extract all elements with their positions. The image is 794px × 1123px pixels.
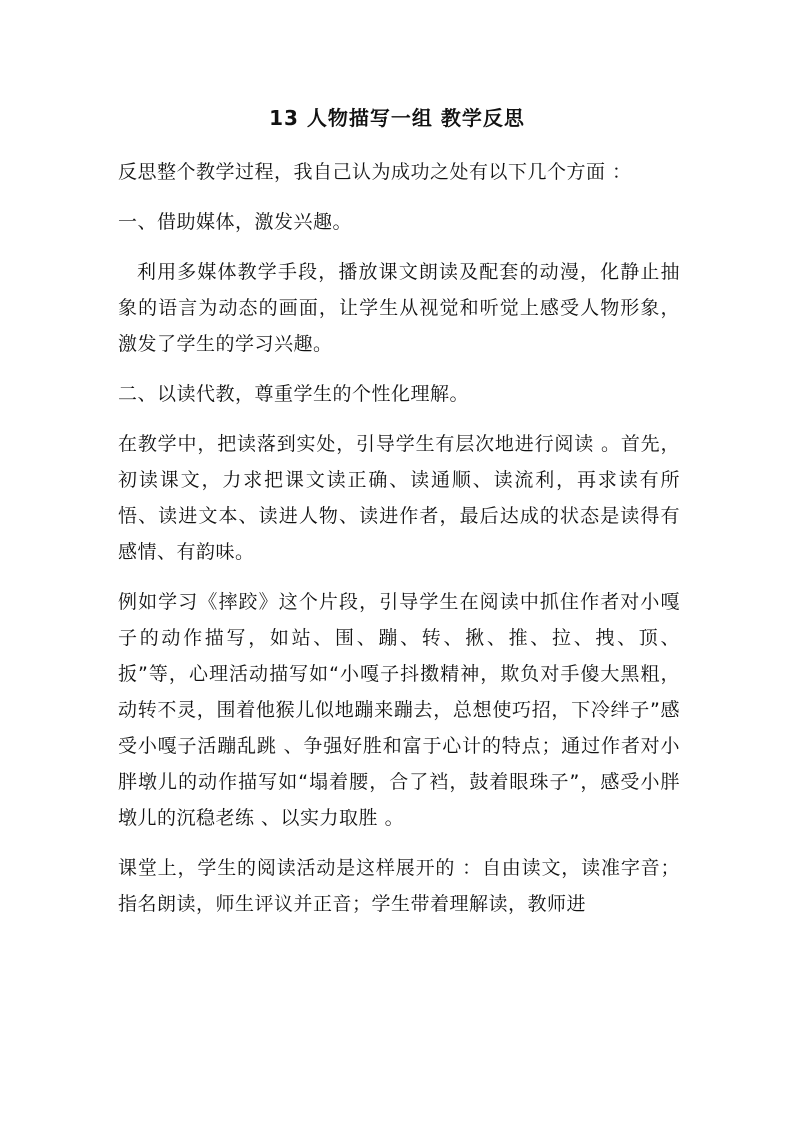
paragraph-classroom: 课堂上，学生的阅读活动是这样展开的 ：自由读文，读准字音；指名朗读，师生评议并正音；学生带着理解读，教师进: [118, 857, 680, 915]
section-heading-2: 二、以读代教，尊重学生的个性化理解。: [118, 383, 470, 405]
section-heading-1: 一、借助媒体，激发兴趣。: [118, 211, 353, 233]
paragraph-media: 利用多媒体教学手段，播放课文朗读及配套的动漫，化静止抽象的语言为动态的画面，让学生从视觉和听觉上感受人物形象，激发了学生的学习兴趣。: [118, 261, 680, 355]
paragraph-reading: 在教学中，把读落到实处，引导学生有层次地进行阅读 。首先，初读课文，力求把课文读正确、读通顺、读流利，再求读有所悟、读进文本、读进人物、读进作者，最后达成的状态是读得有感情、有韵味。: [118, 433, 680, 563]
document-title: 13 人物描写一组 教学反思: [269, 106, 525, 130]
paragraph-example: 例如学习《摔跤》这个片段，引导学生在阅读中抓住作者对小嘎子的动作描写，如站、围、蹦、转、揪、推、拉、拽、顶、扳”等，心理活动描写如“小嘎子抖擞精神，欺负对手傻大黑粗，动转不灵，围着他猴儿似地蹦来蹦去，总想使巧招，下冷绊子”感受小嘎子活蹦乱跳 、争强好胜和富于心计的特点；通过作者对小胖墩儿的动作描写如“塌着腰，合了裆，鼓着眼珠子”，感受小胖墩儿的沉稳老练 、以实力取胜 。: [118, 591, 680, 829]
document-body: [118, 154, 680, 936]
paragraph-intro: 反思整个教学过程，我自己认为成功之处有以下几个方面 ：: [118, 161, 632, 183]
